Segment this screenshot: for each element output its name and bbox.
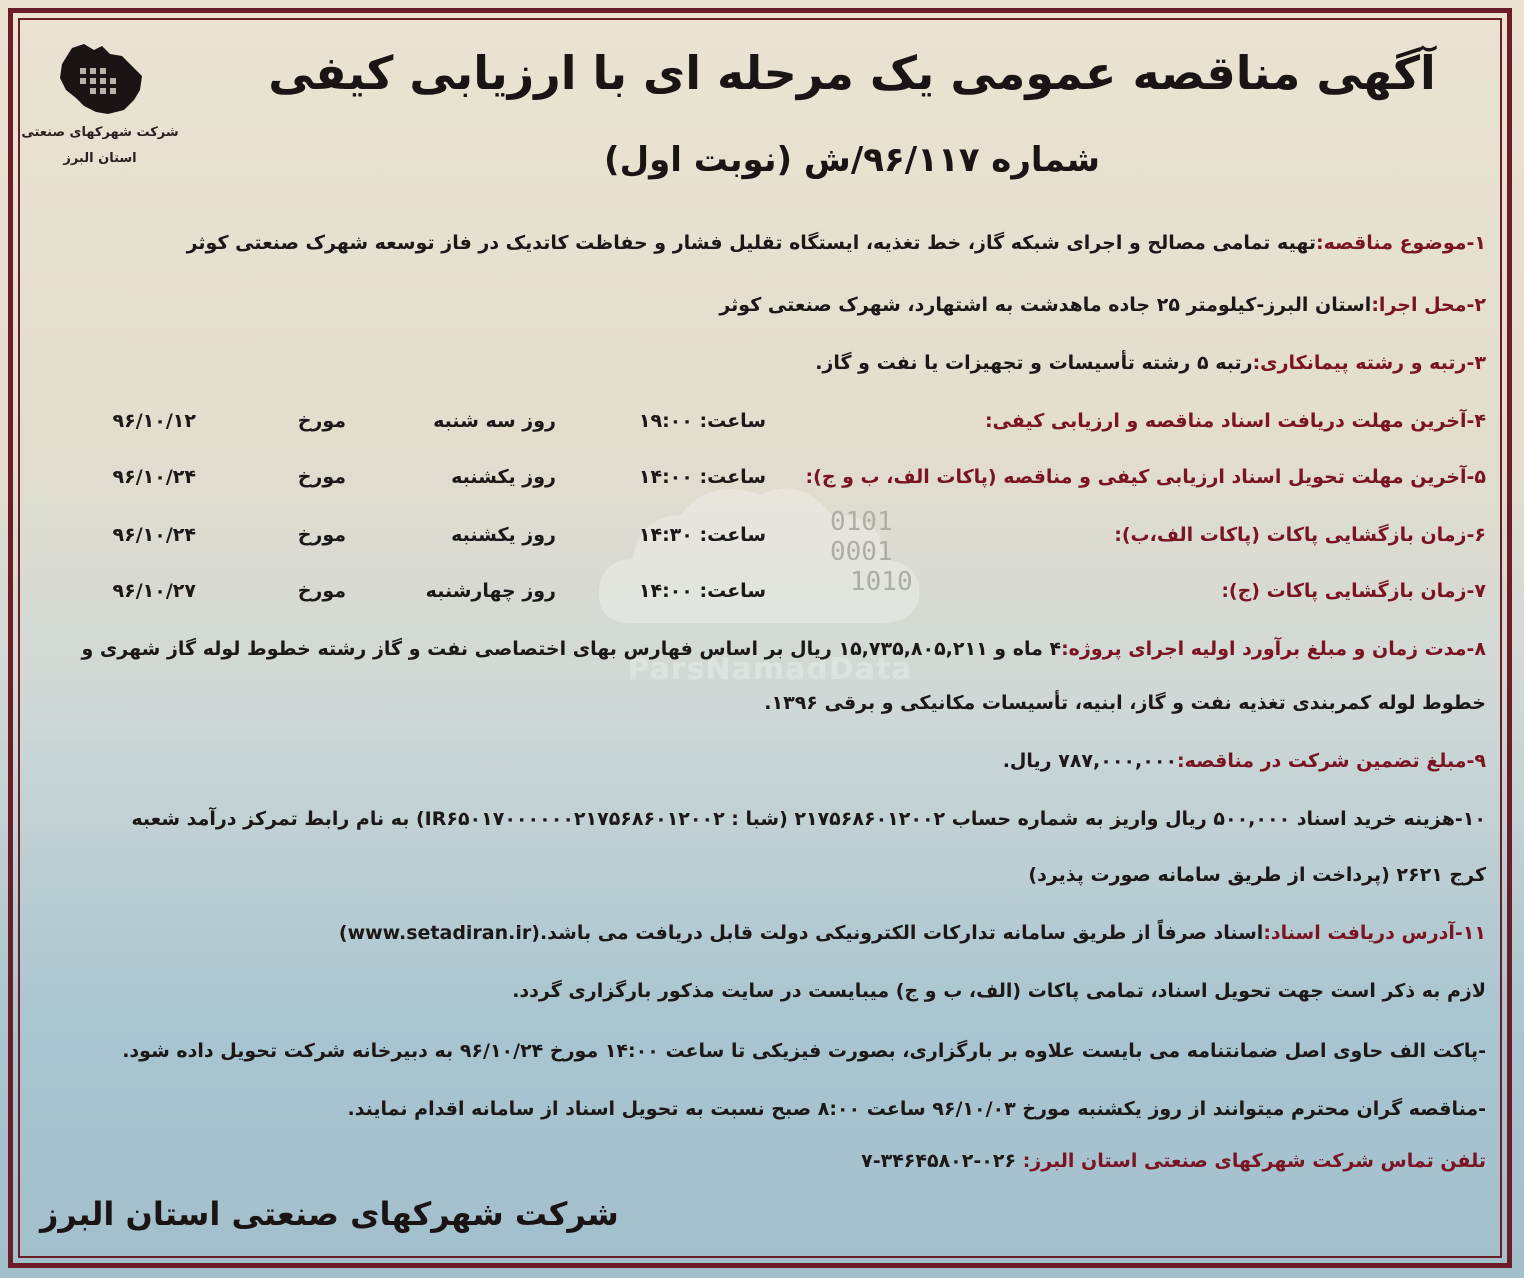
item-5-day: روز یکشنبه [451,466,556,488]
item-7-time: ساعت: ۱۴:۰۰ [638,580,766,602]
page-title: آگهی مناقصه عمومی یک مرحله ای با ارزیابی کیفی [268,46,1436,100]
item-6-day: روز یکشنبه [451,524,556,546]
item-8-continued [764,692,1486,714]
item-5-dated: مورخ [297,466,346,488]
item-5-time: ساعت: ۱۴:۰۰ [638,466,766,488]
iran-map-logo-icon [50,40,150,120]
item-8-label: ۸-مدت زمان و مبلغ برآورد اولیه اجرای پروژه: [1061,638,1486,660]
item-10 [131,808,1486,830]
item-4-dated: مورخ [297,410,346,432]
svg-text:1010: 1010 [850,567,913,597]
logo-line-1: شرکت شهرکهای صنعتی [21,125,179,140]
item-8-text: ۴ ماه و ۱۵,۷۳۵,۸۰۵,۲۱۱ ریال بر اساس فهارس بهای اختصاصی نفت و گاز رشته خطوط لوله گاز شهری و [81,638,1062,660]
logo-line-2: استان البرز [63,151,137,166]
note-3-text: -مناقصه گران محترم میتوانند از روز یکشنبه مورخ ۹۶/۱۰/۰۳ ساعت ۸:۰۰ صبح نسبت به تحویل اسناد از سامانه اقدام نمایند. [347,1098,1486,1120]
contact-phone: ۰۲۶-۳۴۶۴۵۸۰۲-۷ [861,1150,1017,1172]
note-1-text: لازم به ذکر است جهت تحویل اسناد، تمامی پاکات (الف، ب و ج) میبایست در سایت مذکور بارگزاری گردد. [512,980,1486,1002]
contact-line [861,1150,1486,1172]
item-10-text: ۱۰-هزینه خرید اسناد ۵۰۰,۰۰۰ ریال واریز به شماره حساب ۲۱۷۵۶۸۶۰۱۲۰۰۲ (شبا : IR۶۵۰۱۷۰۰۰۰۰۰۲۱۷۵۶۸۶۰۱۲۰۰۲) به نام رابط تمرکز درآمد شعبه [131,808,1486,830]
item-11-label: ۱۱-آدرس دریافت اسناد: [1263,922,1486,944]
item-9-label: ۹-مبلغ تضمین شرکت در مناقصه: [1177,750,1486,772]
item-6 [40,524,1486,558]
item-6-dated: مورخ [297,524,346,546]
item-6-time: ساعت: ۱۴:۳۰ [638,524,766,546]
footer-company-name: شرکت شهرکهای صنعتی استان البرز [40,1195,619,1233]
item-3 [815,352,1486,374]
item-7-label: ۷-زمان بازگشایی پاکات (ج): [1221,580,1486,602]
item-6-date: ۹۶/۱۰/۲۴ [112,524,196,546]
item-8-text-2: خطوط لوله کمربندی تغذیه نفت و گاز، ابنیه، تأسیسات مکانیکی و برقی ۱۳۹۶. [764,692,1486,714]
item-4-label: ۴-آخرین مهلت دریافت اسناد مناقصه و ارزیابی کیفی: [984,410,1486,432]
item-4-time: ساعت: ۱۹:۰۰ [638,410,766,432]
item-6-label: ۶-زمان بازگشایی پاکات (پاکات الف،ب): [1114,524,1486,546]
item-9 [1003,750,1486,772]
note-2-text: -پاکت الف حاوی اصل ضمانتنامه می بایست علاوه بر بارگزاری، بصورت فیزیکی تا ساعت ۱۴:۰۰ مورخ ۹۶/۱۰/۲۴ به دبیرخانه شرکت تحویل داده شود. [122,1040,1486,1062]
item-1-text: تهیه تمامی مصالح و اجرای شبکه گاز، خط تغذیه، ایستگاه تقلیل فشار و حفاظت کاتدیک در فاز توسعه شهرک صنعتی کوثر [186,232,1317,254]
item-5 [40,466,1486,500]
note-2 [122,1040,1486,1062]
item-7-date: ۹۶/۱۰/۲۷ [112,580,196,602]
item-7 [40,580,1486,614]
item-7-day: روز چهارشنبه [425,580,556,602]
item-7-dated: مورخ [297,580,346,602]
tender-number: شماره ۹۶/۱۱۷/ش (نوبت اول) [604,140,1100,180]
item-10-text-2: کرج ۲۶۲۱ (پرداخت از طریق سامانه صورت پذیرد) [1028,864,1486,886]
item-3-text: رتبه ۵ رشته تأسیسات و تجهیزات یا نفت و گاز. [815,352,1253,374]
item-9-text: ۷۸۷,۰۰۰,۰۰۰ ریال. [1002,750,1178,772]
item-4 [40,410,1486,444]
item-11-text: اسناد صرفاً از طریق سامانه تدارکات الکترونیکی دولت قابل دریافت می باشد.(www.setadiran.ir) [338,922,1264,944]
item-2 [719,294,1486,316]
item-1 [187,232,1486,254]
note-1 [512,980,1486,1002]
item-3-label: ۳-رتبه و رشته پیمانکاری: [1252,352,1486,374]
item-4-day: روز سه شنبه [433,410,556,432]
watermark-text: ParsNamadData [627,652,913,687]
item-11 [339,922,1486,944]
item-2-label: ۲-محل اجرا: [1371,294,1486,316]
item-1-label: ۱-موضوع مناقصه: [1316,232,1486,254]
svg-text:0001: 0001 [830,537,893,567]
company-logo [20,40,180,200]
contact-label: تلفن تماس شرکت شهرکهای صنعتی استان البرز: [1022,1150,1486,1172]
item-10-continued [1028,864,1486,886]
item-5-date: ۹۶/۱۰/۲۴ [112,466,196,488]
item-5-label: ۵-آخرین مهلت تحویل اسناد ارزیابی کیفی و مناقصه (پاکات الف، ب و ج): [805,466,1486,488]
item-4-date: ۹۶/۱۰/۱۲ [112,410,196,432]
note-3 [347,1098,1486,1120]
item-2-text: استان البرز-کیلومتر ۲۵ جاده ماهدشت به اشتهارد، شهرک صنعتی کوثر [719,294,1372,316]
svg-text:0101: 0101 [830,507,893,537]
item-8 [81,638,1486,660]
